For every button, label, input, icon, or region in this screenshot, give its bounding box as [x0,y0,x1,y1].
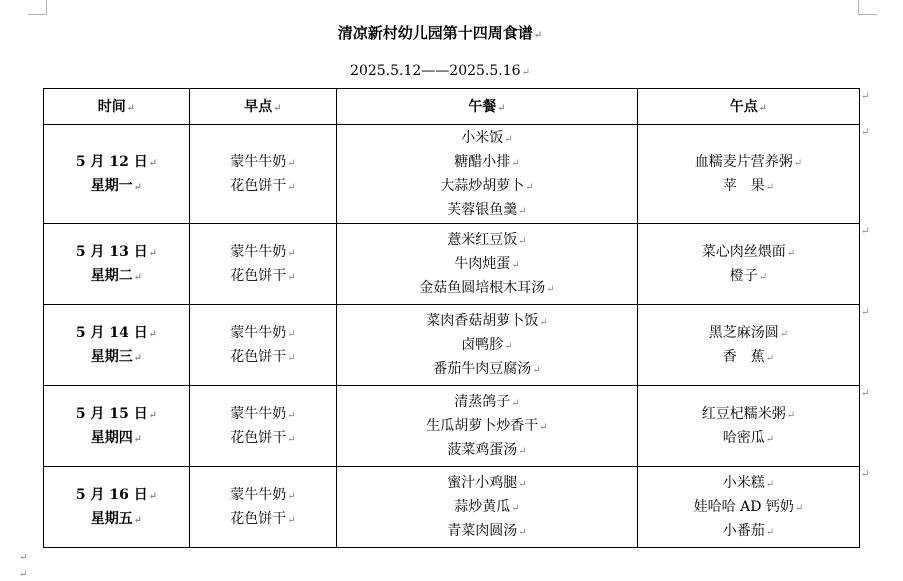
menu-item [337,276,637,300]
paragraph-mark-icon: ↵ [148,410,158,421]
menu-item-text: 花色饼干 [230,511,287,527]
breakfast-cell [190,224,337,305]
menu-item [638,150,859,174]
menu-item-text: 清蒸鸽子 [454,394,511,410]
menu-item-text: 小米糕 [722,475,765,491]
table-row [44,386,860,467]
time-cell [44,224,190,305]
paragraph-mark-icon: ↵ [765,479,775,490]
menu-item [190,426,336,450]
menu-item [190,402,336,426]
menu-item-text: 哈密瓜 [722,430,765,446]
paragraph-mark-icon: ↵ [287,491,296,502]
breakfast-cell [190,386,337,467]
weekday-text [44,174,189,198]
paragraph-mark-icon: ↵ [758,102,768,114]
menu-item [337,252,637,276]
menu-item-text: 小番茄 [722,523,765,539]
paragraph-mark-icon: ↵ [133,182,143,193]
time-cell [44,467,190,548]
row-end-mark-icon: ↵ [861,468,870,480]
menu-item [638,174,859,198]
menu-item [190,483,336,507]
date-text [44,321,189,345]
menu-item [638,426,859,450]
paragraph-mark-icon: ↵ [504,134,513,145]
breakfast-cell [190,467,337,548]
paragraph-mark-icon: ↵ [518,479,527,490]
lunch-cell [337,305,638,386]
paragraph-mark-icon: ↵ [126,102,136,114]
paragraph-mark-icon: ↵ [539,422,548,433]
menu-item-text: 小米饭 [461,130,504,146]
menu-item [190,240,336,264]
date-text [44,483,189,507]
paragraph-mark-icon: ↵ [19,569,28,580]
paragraph-mark-icon: ↵ [287,248,296,259]
menu-item-text: 蒙牛牛奶 [230,406,287,422]
menu-item-text: 大蒜炒胡萝卜 [440,178,525,194]
weekday-text-value: 星期二 [90,268,133,284]
menu-item [337,357,637,381]
paragraph-mark-icon: ↵ [287,353,296,364]
paragraph-mark-icon: ↵ [758,272,768,283]
menu-item [190,345,336,369]
menu-item [337,471,637,495]
breakfast-cell [190,305,337,386]
menu-item-text: 花色饼干 [230,178,287,194]
menu-item-text: 卤鸭胗 [461,337,504,353]
table-row [44,224,860,305]
menu-item-text: 金菇鱼圆培根木耳汤 [419,280,546,296]
menu-item [337,519,637,543]
menu-item-text: 橙子 [729,268,758,284]
menu-item [190,507,336,531]
menu-item-text: 娃哈哈 AD 钙奶 [693,499,794,515]
snack-cell [638,125,860,224]
breakfast-cell [190,125,337,224]
menu-item-text: 黑芝麻汤圆 [708,325,779,341]
menu-item-text: 花色饼干 [230,349,287,365]
menu-item-text: 蒜炒黄瓜 [454,499,511,515]
table-header-row [44,89,860,125]
paragraph-mark-icon: ↵ [793,158,803,169]
paragraph-mark-icon: ↵ [518,236,527,247]
paragraph-mark-icon: ↵ [511,503,520,514]
menu-item [638,264,859,288]
paragraph-mark-icon: ↵ [765,182,775,193]
paragraph-mark-icon: ↵ [786,410,796,421]
date-text-value: 5 月 16 日 [75,487,148,503]
paragraph-mark-icon: ↵ [794,503,804,514]
paragraph-mark-icon: ↵ [546,284,555,295]
paragraph-mark-icon: ↵ [133,515,143,526]
menu-item [190,150,336,174]
menu-item-text: 生瓜胡萝卜炒香干 [426,418,539,434]
menu-item [638,471,859,495]
menu-item [337,309,637,333]
menu-item-text: 菜肉香菇胡萝卜饭 [426,313,539,329]
paragraph-mark-icon: ↵ [287,158,296,169]
weekday-text-value: 星期四 [90,430,133,446]
paragraph-mark-icon: ↵ [521,67,530,78]
paragraph-mark-icon: ↵ [133,434,143,445]
paragraph-mark-icon: ↵ [287,329,296,340]
menu-item-text: 花色饼干 [230,430,287,446]
paragraph-mark-icon: ↵ [511,398,520,409]
paragraph-mark-icon: ↵ [497,102,506,114]
paragraph-mark-icon: ↵ [148,329,158,340]
paragraph-mark-icon: ↵ [273,102,282,114]
menu-item [190,174,336,198]
menu-item-text: 血糯麦片营养粥 [694,154,793,170]
table-row [44,125,860,224]
document-title: 清凉新村幼儿园第十四周食谱↵ [337,24,543,42]
paragraph-mark-icon: ↵ [511,158,520,169]
page-corner-mark [28,0,47,15]
menu-item-text: 蒙牛牛奶 [230,325,287,341]
date-range: 2025.5.12——2025.5.16↵ [350,63,530,79]
snack-cell [638,224,860,305]
menu-item-text: 芙蓉银鱼羹 [447,202,518,218]
date-text-value: 5 月 14 日 [75,325,148,341]
paragraph-mark-icon: ↵ [287,272,296,283]
menu-item [337,198,637,222]
menu-table [43,88,860,548]
lunch-cell [337,386,638,467]
paragraph-mark-icon: ↵ [525,182,534,193]
lunch-cell [337,467,638,548]
menu-item [337,174,637,198]
paragraph-mark-icon: ↵ [148,248,158,259]
menu-item [190,264,336,288]
paragraph-mark-icon: ↵ [504,341,513,352]
paragraph-mark-icon: ↵ [533,30,543,41]
paragraph-mark-icon: ↵ [518,206,527,217]
lunch-cell [337,224,638,305]
row-end-mark-icon: ↵ [861,306,870,318]
menu-item-text: 牛肉炖蛋 [454,256,511,272]
menu-item-text: 青菜肉圆汤 [447,523,518,539]
row-end-mark-icon: ↵ [861,126,870,138]
menu-item-text: 蒙牛牛奶 [230,154,287,170]
table-row [44,305,860,386]
paragraph-mark-icon: ↵ [19,552,28,563]
row-end-mark-icon: ↵ [861,225,870,237]
menu-item-text: 蒙牛牛奶 [230,244,287,260]
weekday-text-value: 星期一 [90,178,133,194]
date-text [44,402,189,426]
menu-item [337,126,637,150]
date-text [44,150,189,174]
row-end-mark-icon: ↵ [861,387,870,399]
menu-item [337,333,637,357]
weekday-text [44,426,189,450]
menu-item [337,228,637,252]
lunch-cell [337,125,638,224]
menu-item-text: 薏米红豆饭 [447,232,518,248]
paragraph-mark-icon: ↵ [518,527,527,538]
menu-item [337,438,637,462]
row-end-mark-icon: ↵ [861,90,870,102]
menu-item [337,414,637,438]
weekday-text [44,345,189,369]
menu-item [638,495,859,519]
menu-item-text: 糖醋小排 [454,154,511,170]
paragraph-mark-icon: ↵ [779,329,789,340]
paragraph-mark-icon: ↵ [133,272,143,283]
paragraph-mark-icon: ↵ [518,446,527,457]
menu-item [190,321,336,345]
date-text-value: 5 月 15 日 [75,406,148,422]
time-cell [44,305,190,386]
snack-cell [638,467,860,548]
weekday-text-value: 星期五 [90,511,133,527]
menu-item-text: 花色饼干 [230,268,287,284]
menu-item-text: 香 蕉 [722,349,765,365]
paragraph-mark-icon: ↵ [765,434,775,445]
menu-item-text: 蜜汁小鸡腿 [447,475,518,491]
header-snack: 午点↵ [638,89,860,125]
menu-item [337,390,637,414]
page-corner-mark [858,0,877,15]
menu-item [638,321,859,345]
weekday-text-value: 星期三 [90,349,133,365]
menu-item-text: 菠菜鸡蛋汤 [447,442,518,458]
time-cell [44,386,190,467]
menu-item-text: 苹 果 [722,178,765,194]
menu-item-text: 蒙牛牛奶 [230,487,287,503]
menu-item [638,519,859,543]
paragraph-mark-icon: ↵ [148,158,158,169]
paragraph-mark-icon: ↵ [287,434,296,445]
snack-cell [638,386,860,467]
menu-item-text: 红豆杞糯米粥 [701,406,786,422]
table-row [44,467,860,548]
paragraph-mark-icon: ↵ [765,353,775,364]
date-text-value: 5 月 12 日 [75,154,148,170]
paragraph-mark-icon: ↵ [148,491,158,502]
paragraph-mark-icon: ↵ [765,527,775,538]
header-time: 时间↵ [44,89,190,125]
time-cell [44,125,190,224]
paragraph-mark-icon: ↵ [287,515,296,526]
menu-item [337,495,637,519]
paragraph-mark-icon: ↵ [786,248,796,259]
paragraph-mark-icon: ↵ [539,317,548,328]
header-lunch: 午餐↵ [337,89,638,125]
menu-item-text: 菜心肉丝煨面 [701,244,786,260]
paragraph-mark-icon: ↵ [287,182,296,193]
weekday-text [44,507,189,531]
menu-item [337,150,637,174]
menu-item [638,402,859,426]
snack-cell [638,305,860,386]
menu-item [638,345,859,369]
paragraph-mark-icon: ↵ [133,353,143,364]
paragraph-mark-icon: ↵ [511,260,520,271]
paragraph-mark-icon: ↵ [532,365,541,376]
weekday-text [44,264,189,288]
header-breakfast: 早点↵ [190,89,337,125]
menu-item-text: 番茄牛肉豆腐汤 [433,361,532,377]
menu-item [638,240,859,264]
date-text [44,240,189,264]
paragraph-mark-icon: ↵ [287,410,296,421]
date-text-value: 5 月 13 日 [75,244,148,260]
